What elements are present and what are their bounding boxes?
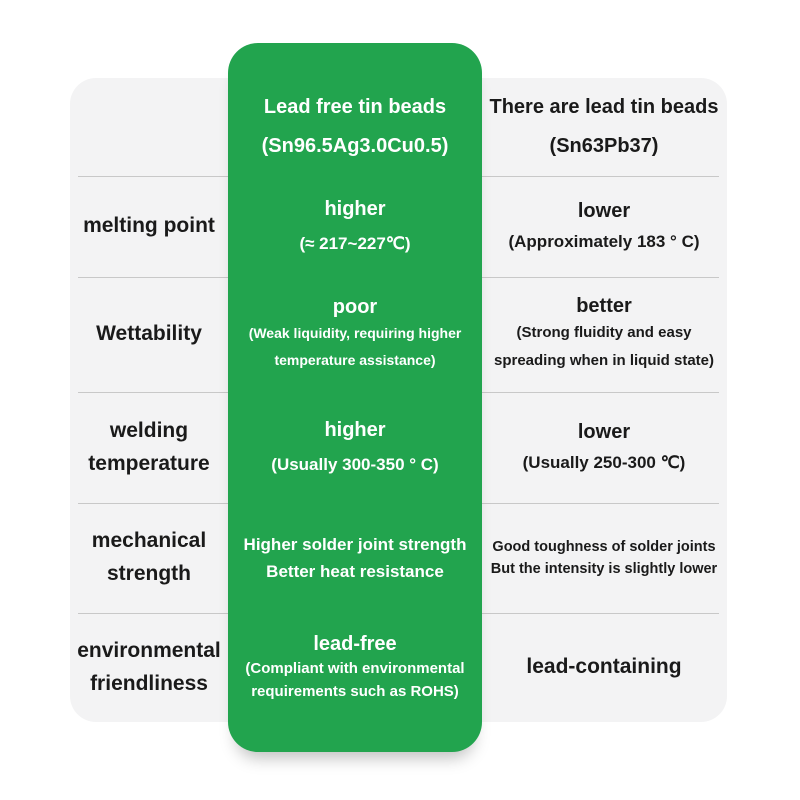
header-lead-free bbox=[230, 78, 480, 176]
header-lead-free-title: Lead free tin beads bbox=[263, 96, 447, 118]
row-label-text: environmental friendliness bbox=[77, 638, 221, 695]
cell-melting-point-leaded bbox=[480, 176, 728, 277]
cell-environment-leaded bbox=[480, 613, 728, 722]
cell-detail: (Usually 250-300 ℃) bbox=[522, 452, 686, 472]
row-label-wettability bbox=[70, 277, 228, 392]
cell-value-line1: Good toughness of solder joints bbox=[492, 538, 716, 555]
cell-detail: (Weak liquidity, requiring higher temperature assistance) bbox=[248, 324, 462, 368]
cell-welding-temp-leaded bbox=[480, 392, 728, 503]
row-label-text: mechanical strength bbox=[91, 529, 207, 585]
cell-value: lead-containing bbox=[526, 655, 682, 679]
cell-wettability-lead-free bbox=[230, 277, 480, 392]
cell-detail: (Approximately 183 ° C) bbox=[508, 231, 700, 251]
row-label-text: Wettability bbox=[96, 322, 202, 346]
cell-value: better bbox=[576, 294, 632, 317]
cell-wettability-leaded bbox=[480, 277, 728, 392]
cell-value-line2: But the intensity is slightly lower bbox=[490, 561, 718, 577]
row-label-mechanical-strength bbox=[70, 503, 228, 613]
cell-value: higher bbox=[324, 197, 386, 220]
row-label-text: welding temperature bbox=[88, 418, 210, 475]
cell-value-line1: Higher solder joint strength bbox=[243, 534, 467, 554]
cell-environment-lead-free bbox=[230, 613, 480, 722]
row-label-environmental-friendliness bbox=[70, 613, 228, 722]
cell-mechanical-lead-free bbox=[230, 503, 480, 613]
row-label-melting-point bbox=[70, 176, 228, 277]
cell-detail: (Strong fluidity and easy spreading when in liquid state) bbox=[493, 323, 715, 369]
header-leaded-alloy: (Sn63Pb37) bbox=[549, 135, 659, 157]
cell-value: lead-free bbox=[313, 632, 397, 655]
cell-mechanical-leaded bbox=[480, 503, 728, 613]
cell-value: poor bbox=[332, 295, 378, 318]
row-label-welding-temperature bbox=[70, 392, 228, 503]
header-leaded-title: There are lead tin beads bbox=[489, 96, 719, 118]
cell-value-line2: Better heat resistance bbox=[266, 562, 444, 581]
cell-detail: (Usually 300-350 ° C) bbox=[271, 454, 439, 474]
cell-value: lower bbox=[577, 199, 631, 222]
cell-value: higher bbox=[324, 418, 386, 441]
cell-welding-temp-lead-free bbox=[230, 392, 480, 503]
header-lead-free-alloy: (Sn96.5Ag3.0Cu0.5) bbox=[261, 135, 449, 157]
cell-detail: (Compliant with environmental requirements such as ROHS) bbox=[245, 659, 465, 700]
header-leaded bbox=[480, 78, 728, 176]
cell-detail: (≈ 217~227℃) bbox=[299, 233, 411, 253]
cell-value: lower bbox=[577, 420, 631, 443]
row-label-text: melting point bbox=[83, 214, 215, 238]
cell-melting-point-lead-free bbox=[230, 176, 480, 277]
